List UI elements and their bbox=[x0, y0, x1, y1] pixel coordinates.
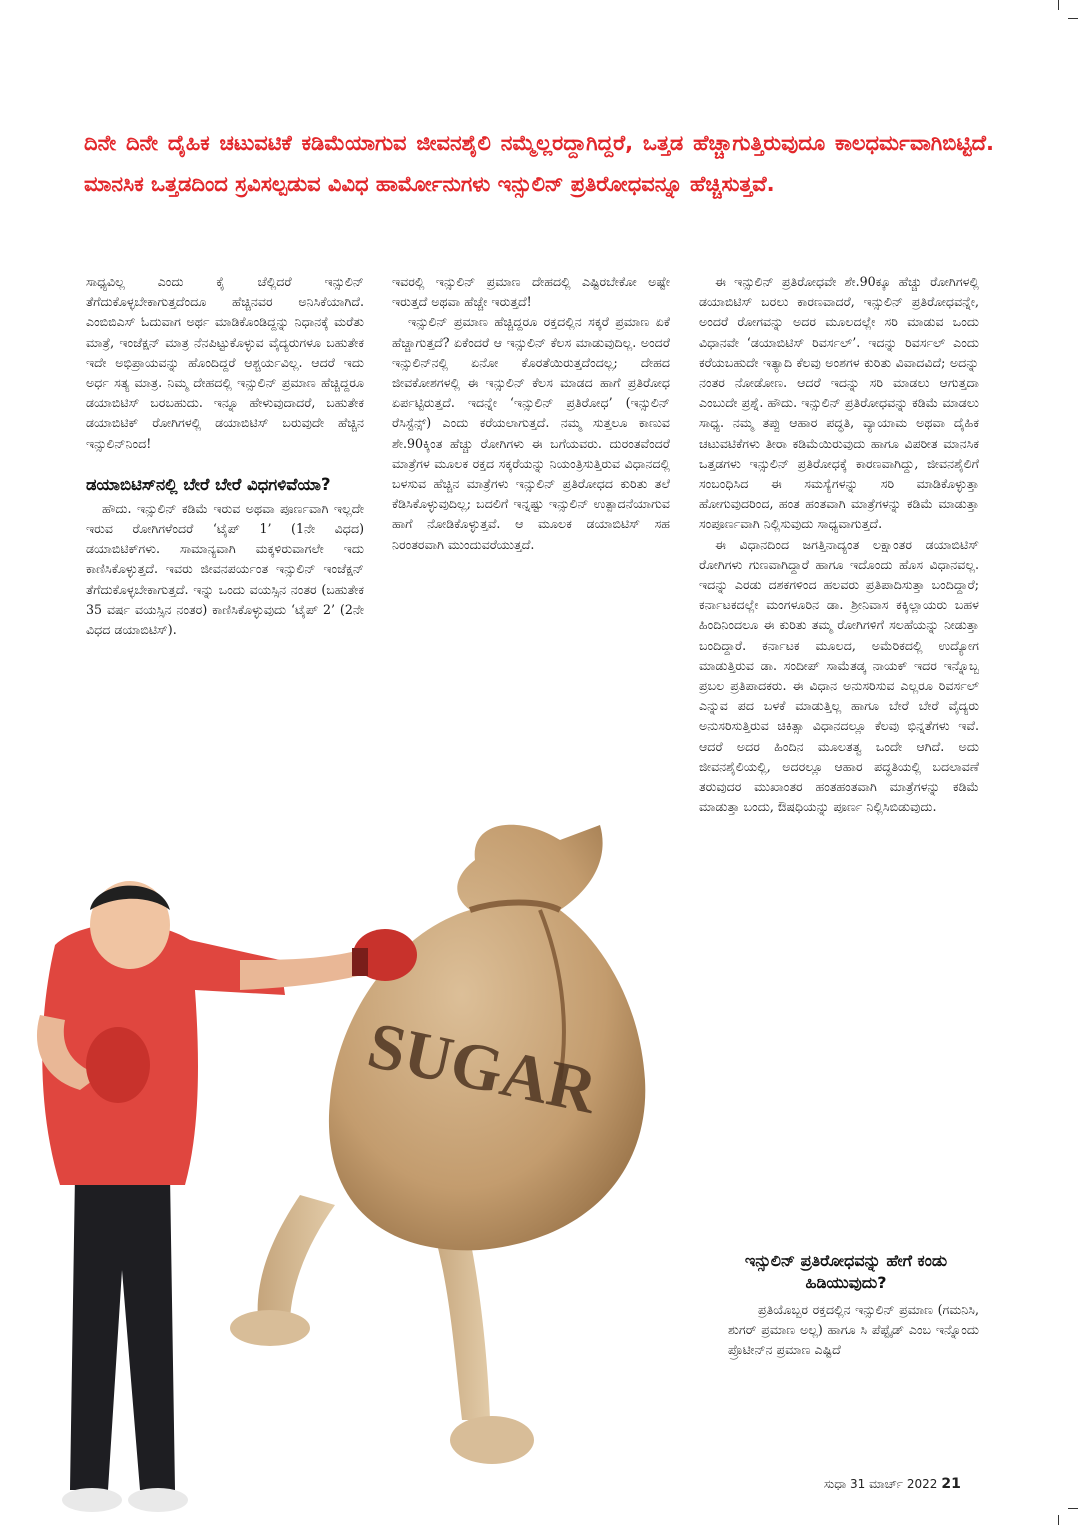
page-footer bbox=[824, 1476, 961, 1492]
article-column-1 bbox=[86, 272, 364, 640]
paragraph: ಹೌದು. ಇನ್ಸುಲಿನ್ ಕಡಿಮೆ ಇರುವ ಅಥವಾ ಪೂರ್ಣವಾಗಿ ಇಲ್ಲದೇ ಇರುವ ರೋಗಿಗಳೆಂದರೆ ‘ಟೈಪ್ 1’ (1ನೇ ವಿಧದ) ಡಯಾಬಿಟಿಕ್‌ಗಳು. ಸಾಮಾನ್ಯವಾಗಿ ಮಕ್ಕಳಿರುವಾಗಲೇ ಇದು ಕಾಣಿಸಿಕೊಳ್ಳುತ್ತದೆ. ಇವರು ಜೀವನಪರ್ಯಂತ ಇನ್ಸುಲಿನ್ ಇಂಜೆಕ್ಷನ್ ತೆಗೆದುಕೊಳ್ಳಬೇಕಾಗುತ್ತದೆ. ಇನ್ನು ಒಂದು ವಯಸ್ಸಿನ ನಂತರ (ಬಹುತೇಕ 35 ವರ್ಷ ವಯಸ್ಸಿನ ನಂತರ) ಕಾಣಿಸಿಕೊಳ್ಳುವುದು ‘ಟೈಪ್ 2’ (2ನೇ ವಿಧದ ಡಯಾಬಿಟಿಸ್). bbox=[86, 500, 364, 638]
crop-mark-right bbox=[1068, 18, 1078, 19]
paragraph: ಸಾಧ್ಯವಿಲ್ಲ ಎಂದು ಕೈ ಚೆಲ್ಲಿದರೆ ಇನ್ಸುಲಿನ್ ತೆಗೆದುಕೊಳ್ಳಬೇಕಾಗುತ್ತದೆಂದೂ ಹೆಚ್ಚಿನವರ ಅನಿಸಿಕೆಯಾಗಿದೆ. ಎಂಬಿಬಿಎಸ್ ಓದುವಾಗ ಅರ್ಥ ಮಾಡಿಕೊಂಡಿದ್ದನ್ನು ನಿಧಾನಕ್ಕೆ ಮರೆತು ಮಾತ್ರೆ, ಇಂಜೆಕ್ಷನ್ ಮಾತ್ರ ನೆನಪಿಟ್ಟುಕೊಳ್ಳುವ ವೈದ್ಯರುಗಳೂ ಬಹುತೇಕ ಇದೇ ಅಭಿಪ್ರಾಯವನ್ನು ಹೊಂದಿದ್ದರೆ ಆಶ್ಚರ್ಯವಿಲ್ಲ. ಆದರೆ ಇದು ಅರ್ಧ ಸತ್ಯ ಮಾತ್ರ. ನಿಮ್ಮ ದೇಹದಲ್ಲಿ ಇನ್ಸುಲಿನ್ ಪ್ರಮಾಣ ಹೆಚ್ಚಿದ್ದರೂ ಡಯಾಬಿಟಿಸ್ ಬರಬಹುದು. ಇನ್ನೂ ಹೇಳುವುದಾದರೆ, ಬಹುತೇಕ ಡಯಾಬಿಟಿಕ್ ರೋಗಿಗಳಲ್ಲಿ ಡಯಾಬಿಟಿಸ್ ಬರುವುದೇ ಹೆಚ್ಚಿನ ಇನ್ಸುಲಿನ್‌ನಿಂದ! bbox=[86, 274, 364, 451]
sugar-sack bbox=[329, 825, 645, 1251]
section-heading: ಡಯಾಬಿಟಿಸ್‌ನಲ್ಲಿ ಬೇರೆ ಬೇರೆ ವಿಧಗಳಿವೆಯಾ? bbox=[86, 474, 331, 494]
page-number: 21 bbox=[941, 1476, 961, 1492]
sack-label: SUGAR bbox=[361, 1008, 603, 1128]
crop-mark-top-right bbox=[1058, 0, 1059, 10]
article-column-3 bbox=[699, 272, 979, 817]
paragraph: ಪ್ರತಿಯೊಬ್ಬರ ರಕ್ತದಲ್ಲಿನ ಇನ್ಸುಲಿನ್ ಪ್ರಮಾಣ (ಗಮನಿಸಿ, ಶುಗರ್ ಪ್ರಮಾಣ ಅಲ್ಲ) ಹಾಗೂ ಸಿ ಪೆಪ್ಟೈಡ್ ಎಂಬ ಇನ್ನೊಂದು ಪ್ರೊಟೀನ್‌ನ ಪ್ರಮಾಣ ಎಷ್ಟಿದೆ bbox=[728, 1302, 979, 1358]
paragraph: ಈ ವಿಧಾನದಿಂದ ಜಗತ್ತಿನಾದ್ಯಂತ ಲಕ್ಷಾಂತರ ಡಯಾಬಿಟಿಸ್ ರೋಗಿಗಳು ಗುಣವಾಗಿದ್ದಾರೆ ಹಾಗೂ ಇದೊಂದು ಹೊಸ ವಿಧಾನವಲ್ಲ. ಇದನ್ನು ಎರಡು ದಶಕಗಳಿಂದ ಹಲವರು ಪ್ರತಿಪಾದಿಸುತ್ತಾ ಬಂದಿದ್ದಾರೆ; ಕರ್ನಾಟಕದಲ್ಲೇ ಮಂಗಳೂರಿನ ಡಾ. ಶ್ರೀನಿವಾಸ ಕಕ್ಕಿಲ್ಲಾಯರು ಬಹಳ ಹಿಂದಿನಿಂದಲೂ ಈ ಕುರಿತು ತಮ್ಮ ರೋಗಿಗಳಿಗೆ ಸಲಹೆಯನ್ನು ನೀಡುತ್ತಾ ಬಂದಿದ್ದಾರೆ. ಕರ್ನಾಟಕ ಮೂಲದ, ಅಮೆರಿಕದಲ್ಲಿ ಉದ್ಯೋಗ ಮಾಡುತ್ತಿರುವ ಡಾ. ಸಂದೀಪ್ ಸಾಮೆತಡ್ಕ ನಾಯಕ್ ಇದರ ಇನ್ನೊಬ್ಬ ಪ್ರಬಲ ಪ್ರತಿಪಾದಕರು. ಈ ವಿಧಾನ ಅನುಸರಿಸುವ ಎಲ್ಲರೂ ರಿವರ್ಸಲ್ ಎನ್ನುವ ಪದ ಬಳಕೆ ಮಾಡುತ್ತಿಲ್ಲ ಹಾಗೂ ಬೇರೆ ಬೇರೆ ವೈದ್ಯರು ಅನುಸರಿಸುತ್ತಿರುವ ಚಿಕಿತ್ಸಾ ವಿಧಾನದಲ್ಲೂ ಕೆಲವು ಭಿನ್ನತೆಗಳು ಇವೆ. ಆದರೆ ಅದರ ಹಿಂದಿನ ಮೂಲತತ್ವ ಒಂದೇ ಆಗಿದೆ. ಅದು ಜೀವನಶೈಲಿಯಲ್ಲಿ, ಅದರಲ್ಲೂ ಆಹಾರ ಪದ್ಧತಿಯಲ್ಲಿ ಬದಲಾವಣೆ ತರುವುದರ ಮುಖಾಂತರ ಹಂತಹಂತವಾಗಿ ಮಾತ್ರೆಗಳನ್ನು ಕಡಿಮೆ ಮಾಡುತ್ತಾ ಬಂದು, ಔಷಧಿಯನ್ನು ಪೂರ್ಣ ನಿಲ್ಲಿಸಿಬಿಡುವುದು. bbox=[699, 536, 979, 815]
crop-mark-bottom-right bbox=[1068, 1508, 1078, 1509]
pull-quote: ದಿನೇ ದಿನೇ ದೈಹಿಕ ಚಟುವಟಿಕೆ ಕಡಿಮೆಯಾಗುವ ಜೀವನಶೈಲಿ ನಮ್ಮೆಲ್ಲರದ್ದಾಗಿದ್ದರೆ, ಒತ್ತಡ ಹೆಚ್ಚಾಗುತ್ತಿರುವುದೂ ಕಾಲಧರ್ಮವಾಗಿಬಿಟ್ಟಿದೆ. ಮಾನಸಿಕ ಒತ್ತಡದಿಂದ ಸ್ರವಿಸಲ್ಪಡುವ ವಿವಿಧ ಹಾರ್ಮೋನುಗಳು ಇನ್ಸುಲಿನ್ ಪ್ರತಿರೋಧವನ್ನೂ ಹೆಚ್ಚಿಸುತ್ತವೆ. bbox=[84, 131, 994, 196]
article-column-3-continued bbox=[728, 1300, 979, 1361]
crop-mark-bottom bbox=[1058, 1515, 1059, 1525]
paragraph: ಈ ಇನ್ಸುಲಿನ್ ಪ್ರತಿರೋಧವೇ ಶೇ.90ಕ್ಕೂ ಹೆಚ್ಚು ರೋಗಿಗಳಲ್ಲಿ ಡಯಾಬಿಟಿಸ್ ಬರಲು ಕಾರಣವಾದರೆ, ಇನ್ಸುಲಿನ್ ಪ್ರತಿರೋಧವನ್ನೇ, ಅಂದರೆ ರೋಗವನ್ನು ಅದರ ಮೂಲದಲ್ಲೇ ಸರಿ ಮಾಡುವ ಒಂದು ವಿಧಾನವೇ ‘ಡಯಾಬಿಟಿಸ್ ರಿವರ್ಸಲ್’. ಇದನ್ನು ರಿವರ್ಸಲ್ ಎಂದು ಕರೆಯಬಹುದೇ ಇತ್ಯಾದಿ ಕೆಲವು ಅಂಶಗಳ ಕುರಿತು ವಿವಾದವಿದೆ; ಅದನ್ನು ನಂತರ ನೋಡೋಣ. ಆದರೆ ಇದನ್ನು ಸರಿ ಮಾಡಲು ಆಗುತ್ತದಾ ಎಂಬುದೇ ಪ್ರಶ್ನೆ. ಹೌದು. ಇನ್ಸುಲಿನ್ ಪ್ರತಿರೋಧವನ್ನು ಕಡಿಮೆ ಮಾಡಲು ಸಾಧ್ಯ. ನಮ್ಮ ತಪ್ಪು ಆಹಾರ ಪದ್ಧತಿ, ವ್ಯಾಯಾಮ ಅಥವಾ ದೈಹಿಕ ಚಟುವಟಿಕೆಗಳು ತೀರಾ ಕಡಿಮೆಯಿರುವುದು ಹಾಗೂ ವಿಪರೀತ ಮಾನಸಿಕ ಒತ್ತಡಗಳು ಇನ್ಸುಲಿನ್ ಪ್ರತಿರೋಧಕ್ಕೆ ಕಾರಣವಾಗಿದ್ದು, ಜೀವನಶೈಲಿಗೆ ಸಂಬಂಧಿಸಿದ ಈ ಸಮಸ್ಯೆಗಳನ್ನು ಸರಿ ಮಾಡಿಕೊಳ್ಳುತ್ತಾ ಹೋಗುವುದರಿಂದ, ಹಂತ ಹಂತವಾಗಿ ಮಾತ್ರೆಗಳನ್ನು ಕಡಿಮೆ ಮಾಡುತ್ತಾ ಸಂಪೂರ್ಣವಾಗಿ ನಿಲ್ಲಿಸುವುದು ಸಾಧ್ಯವಾಗುತ್ತದೆ. bbox=[699, 274, 979, 532]
paragraph: ಇವರಲ್ಲಿ ಇನ್ಸುಲಿನ್ ಪ್ರಮಾಣ ದೇಹದಲ್ಲಿ ಎಷ್ಟಿರಬೇಕೋ ಅಷ್ಟೇ ಇರುತ್ತದೆ ಅಥವಾ ಹೆಚ್ಚೇ ಇರುತ್ತದೆ! bbox=[392, 274, 670, 310]
footer-publication-date: ಸುಧಾ 31 ಮಾರ್ಚ್ 2022 bbox=[824, 1477, 938, 1491]
article-column-2 bbox=[392, 272, 670, 555]
paragraph: ಇನ್ಸುಲಿನ್ ಪ್ರಮಾಣ ಹೆಚ್ಚಿದ್ದರೂ ರಕ್ತದಲ್ಲಿನ ಸಕ್ಕರೆ ಪ್ರಮಾಣ ಏಕೆ ಹೆಚ್ಚಾಗುತ್ತದೆ? ಏಕೆಂದರೆ ಆ ಇನ್ಸುಲಿನ್ ಕೆಲಸ ಮಾಡುವುದಿಲ್ಲ. ಅಂದರೆ ಇನ್ಸುಲಿನ್‌ನಲ್ಲಿ ಏನೋ ಕೊರತೆಯಿರುತ್ತದೆಂದಲ್ಲ; ದೇಹದ ಜೀವಕೋಶಗಳಲ್ಲಿ ಈ ಇನ್ಸುಲಿನ್ ಕೆಲಸ ಮಾಡದ ಹಾಗೆ ಪ್ರತಿರೋಧ ಏರ್ಪಟ್ಟಿರುತ್ತದೆ. ಇದನ್ನೇ ‘ಇನ್ಸುಲಿನ್ ಪ್ರತಿರೋಧ’ (ಇನ್ಸುಲಿನ್ ರೆಸಿಸ್ಟೆನ್ಸ್) ಎಂದು ಕರೆಯಲಾಗುತ್ತದೆ. ನಮ್ಮ ಸುತ್ತಲೂ ಕಾಣುವ ಶೇ.90ಕ್ಕಿಂತ ಹೆಚ್ಚು ರೋಗಿಗಳು ಈ ಬಗೆಯವರು. ದುರಂತವೆಂದರೆ ಮಾತ್ರೆಗಳ ಮೂಲಕ ರಕ್ತದ ಸಕ್ಕರೆಯನ್ನು ನಿಯಂತ್ರಿಸುತ್ತಿರುವ ವಿಧಾನದಲ್ಲಿ ಬಳಸುವ ಹೆಚ್ಚಿನ ಮಾತ್ರೆಗಳು ಇನ್ಸುಲಿನ್ ಪ್ರತಿರೋಧದ ಕುರಿತು ತಲೆ ಕೆಡಿಸಿಕೊಳ್ಳುವುದಿಲ್ಲ; ಬದಲಿಗೆ ಇನ್ನಷ್ಟು ಇನ್ಸುಲಿನ್ ಉತ್ಪಾದನೆಯಾಗುವ ಹಾಗೆ ನೋಡಿಕೊಳ್ಳುತ್ತವೆ. ಆ ಮೂಲಕ ಡಯಾಬಿಟಿಸ್ ಸಹ ನಿರಂತರವಾಗಿ ಮುಂದುವರೆಯುತ್ತದೆ. bbox=[392, 314, 670, 552]
boxer-punching-sugar-sack-illustration bbox=[0, 800, 700, 1525]
section-heading: ಇನ್ಸುಲಿನ್ ಪ್ರತಿರೋಧವನ್ನು ಹೇಗೆ ಕಂಡು ಹಿಡಿಯುವುದು? bbox=[744, 1251, 948, 1292]
